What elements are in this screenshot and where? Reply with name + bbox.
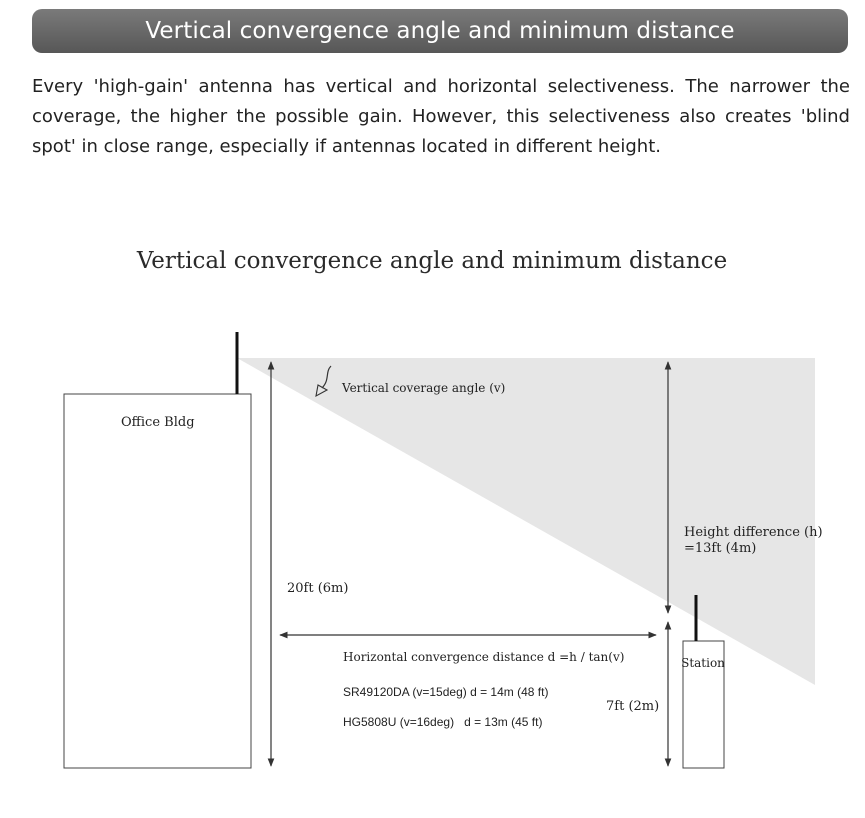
section-banner: [32, 9, 848, 53]
convergence-diagram: [0, 230, 865, 790]
office-building: [64, 394, 251, 768]
diagram-title: Vertical convergence angle and minimum distance: [136, 248, 728, 274]
office-label: Office Bldg: [121, 415, 195, 430]
banner-title: Vertical convergence angle and minimum distance: [145, 18, 735, 44]
office-height-label: 20ft (6m): [287, 581, 349, 596]
coverage-angle-label: Vertical coverage angle (v): [342, 381, 506, 395]
height-difference-label-2: =13ft (4m): [684, 541, 757, 556]
coverage-wedge: [237, 358, 815, 685]
horizontal-distance-label: Horizontal convergence distance d =h / tan(v): [343, 650, 625, 664]
station-label: Station: [681, 656, 725, 670]
product-line-1: SR49120DA (v=15deg) d = 14m (48 ft): [343, 685, 549, 699]
product-line-2: HG5808U (v=16deg) d = 13m (45 ft): [343, 715, 543, 729]
station-height-label: 7ft (2m): [606, 699, 660, 714]
intro-paragraph: Every 'high-gain' antenna has vertical and horizontal selectiveness. The narrower the coverage, the higher the possible gain. However, this selectiveness also creates 'blind spot' in close range, especially if antennas located in different height.: [32, 76, 850, 157]
height-difference-label-1: Height difference (h): [684, 525, 823, 540]
